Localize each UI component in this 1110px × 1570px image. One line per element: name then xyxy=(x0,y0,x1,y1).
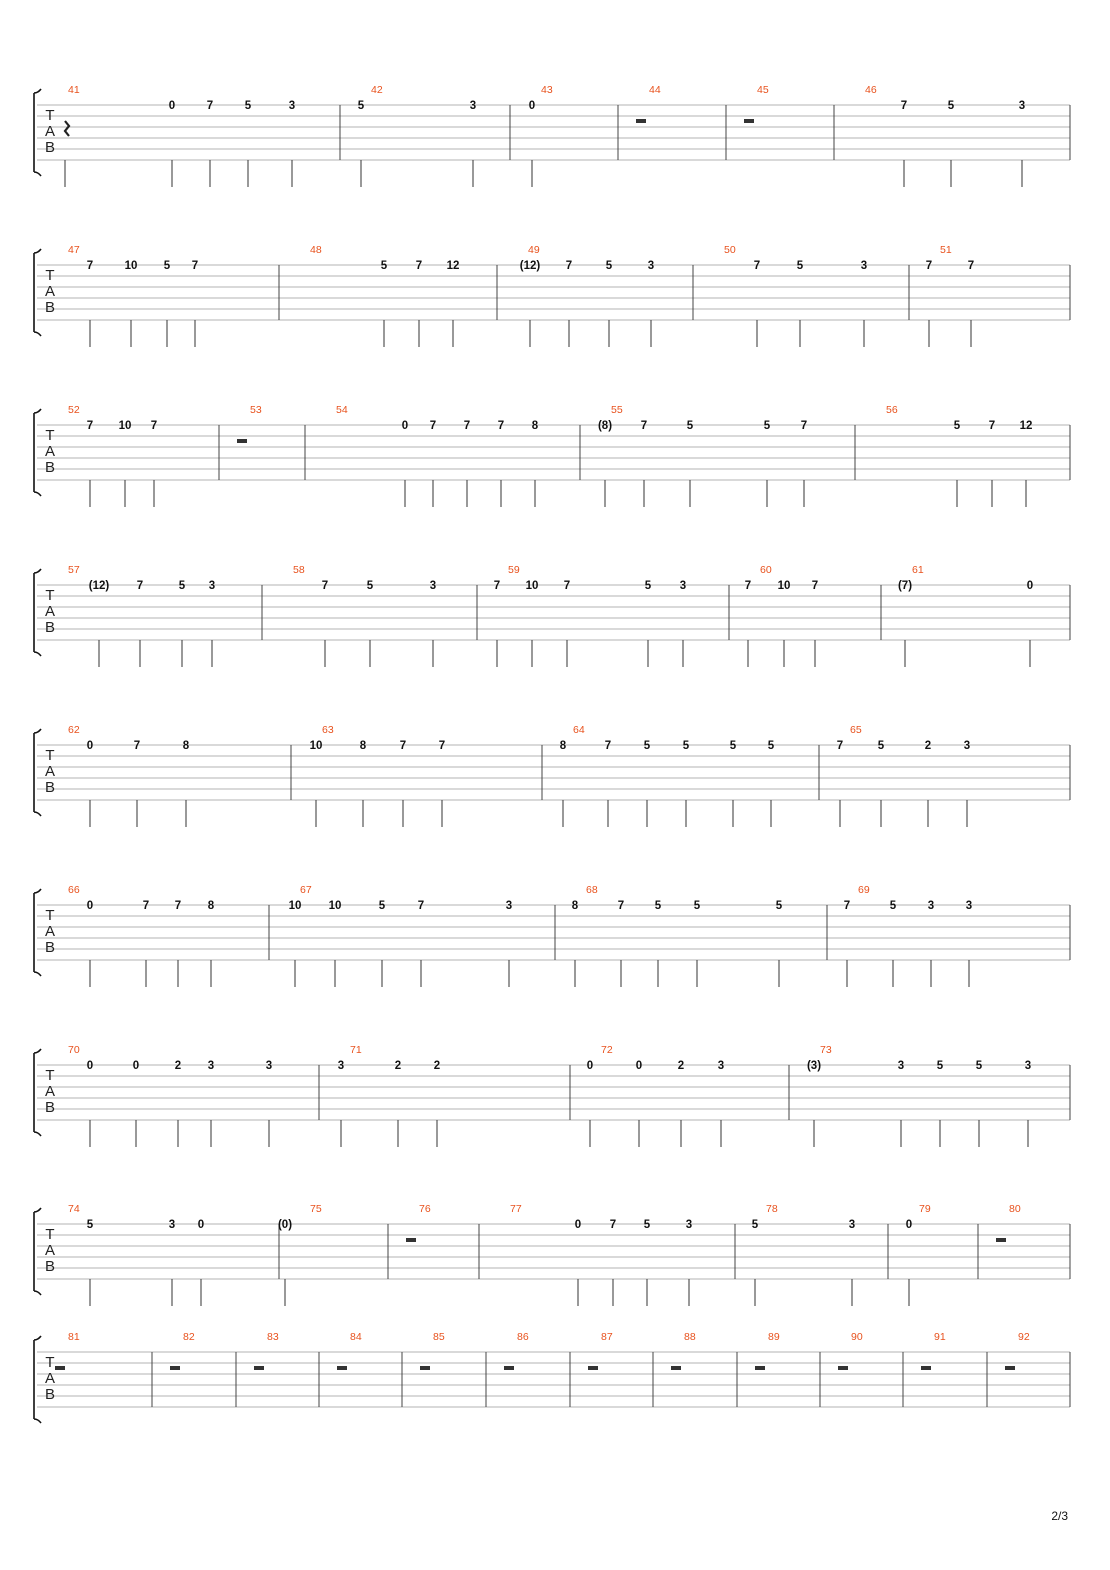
fret-number: 7 xyxy=(967,260,975,272)
measure-number: 66 xyxy=(68,884,80,896)
measure xyxy=(310,724,446,827)
fret-number: 5 xyxy=(775,900,783,912)
measure-number: 50 xyxy=(724,244,736,256)
fret-number: 5 xyxy=(947,100,955,112)
measure-number: 89 xyxy=(768,1331,780,1343)
measure-number: 44 xyxy=(649,84,661,96)
tab-system xyxy=(34,244,1070,347)
fret-number: 7 xyxy=(86,260,94,272)
measure xyxy=(68,1044,272,1147)
tab-system xyxy=(34,884,1070,987)
measure-number: 51 xyxy=(940,244,952,256)
measure-number: 83 xyxy=(267,1331,279,1343)
measure-number: 52 xyxy=(68,404,80,416)
fret-number: 3 xyxy=(208,580,216,592)
whole-rest xyxy=(237,439,247,443)
fret-number: 2 xyxy=(174,1060,182,1072)
whole-rest xyxy=(921,1366,931,1370)
fret-number: 5 xyxy=(178,580,186,592)
measure-number: 72 xyxy=(601,1044,613,1056)
fret-number: 8 xyxy=(207,900,215,912)
measure-number: 43 xyxy=(541,84,553,96)
fret-number: 7 xyxy=(142,900,150,912)
fret-number: 5 xyxy=(693,900,701,912)
fret-number: 3 xyxy=(207,1060,215,1072)
measure-number: 59 xyxy=(508,564,520,576)
fret-number: (3) xyxy=(806,1060,822,1072)
quarter-rest xyxy=(65,121,69,136)
measure xyxy=(671,1331,696,1370)
fret-number: 2 xyxy=(433,1060,441,1072)
tab-clef-letter: T xyxy=(45,587,55,604)
fret-number: 0 xyxy=(401,420,409,432)
fret-number: 5 xyxy=(751,1219,759,1231)
fret-number: 7 xyxy=(493,580,501,592)
measure xyxy=(338,1044,440,1147)
measure xyxy=(837,724,970,827)
fret-number: 7 xyxy=(438,740,446,752)
measure xyxy=(170,1331,195,1370)
fret-number: 7 xyxy=(417,900,425,912)
fret-number: 10 xyxy=(777,580,791,592)
fret-number: 5 xyxy=(936,1060,944,1072)
whole-rest xyxy=(1005,1366,1015,1370)
tab-clef-letter: T xyxy=(45,747,55,764)
whole-rest xyxy=(744,119,754,123)
measure xyxy=(752,1203,855,1306)
fret-number: 7 xyxy=(836,740,844,752)
fret-number: (8) xyxy=(597,420,613,432)
measure-number: 79 xyxy=(919,1203,931,1215)
whole-rest xyxy=(755,1366,765,1370)
measure xyxy=(588,1331,613,1370)
tab-system xyxy=(34,564,1070,667)
fret-number: 2 xyxy=(677,1060,685,1072)
fret-number: 3 xyxy=(505,900,513,912)
tab-system xyxy=(34,724,1070,827)
fret-number: 7 xyxy=(86,420,94,432)
measure xyxy=(724,244,867,347)
tab-clef-letter: T xyxy=(45,907,55,924)
tab-clef-letter: A xyxy=(44,283,56,300)
fret-number: 5 xyxy=(244,100,252,112)
fret-number: 5 xyxy=(975,1060,983,1072)
fret-number: 7 xyxy=(565,260,573,272)
measure-number: 54 xyxy=(336,404,348,416)
fret-number: 5 xyxy=(682,740,690,752)
fret-number: 10 xyxy=(288,900,302,912)
measure xyxy=(278,1203,322,1306)
measure xyxy=(921,1331,946,1370)
measure-number: 45 xyxy=(757,84,769,96)
measure xyxy=(68,244,198,347)
fret-number: 0 xyxy=(132,1060,140,1072)
tab-clef-letter: T xyxy=(45,427,55,444)
measure xyxy=(254,1331,279,1370)
fret-number: 0 xyxy=(574,1219,582,1231)
fret-number: 12 xyxy=(446,260,460,272)
fret-number: 8 xyxy=(559,740,567,752)
measure-number: 49 xyxy=(528,244,540,256)
tab-clef-letter: B xyxy=(44,139,56,156)
fret-number: (7) xyxy=(897,580,913,592)
whole-rest xyxy=(636,119,646,123)
fret-number: 10 xyxy=(118,420,132,432)
fret-number: 12 xyxy=(1019,420,1033,432)
tab-system xyxy=(34,1203,1070,1306)
measure xyxy=(289,884,513,987)
measure-number: 53 xyxy=(250,404,262,416)
measure xyxy=(310,244,459,347)
tab-clef-letter: A xyxy=(44,1242,56,1259)
fret-number: 5 xyxy=(86,1219,94,1231)
fret-number: 7 xyxy=(988,420,996,432)
fret-number: 3 xyxy=(647,260,655,272)
tab-clef-letter: A xyxy=(44,1083,56,1100)
measure xyxy=(886,404,1032,507)
fret-number: 7 xyxy=(604,740,612,752)
measure-number: 47 xyxy=(68,244,80,256)
fret-number: 5 xyxy=(763,420,771,432)
system-bracket xyxy=(34,249,41,336)
whole-rest xyxy=(996,1238,1006,1242)
fret-number: 8 xyxy=(182,740,190,752)
measure-number: 77 xyxy=(510,1203,522,1215)
tab-clef-letter: A xyxy=(44,1370,56,1387)
fret-number: 5 xyxy=(378,900,386,912)
measure xyxy=(55,1331,80,1370)
whole-rest xyxy=(254,1366,264,1370)
fret-number: 3 xyxy=(860,260,868,272)
measure xyxy=(420,1331,445,1370)
measure-number: 55 xyxy=(611,404,623,416)
system-bracket xyxy=(34,1208,41,1295)
system-bracket xyxy=(34,409,41,496)
measure xyxy=(926,244,974,347)
fret-number: 5 xyxy=(643,1219,651,1231)
fret-number: 3 xyxy=(1024,1060,1032,1072)
fret-number: 7 xyxy=(609,1219,617,1231)
fret-number: 3 xyxy=(469,100,477,112)
fret-number: 7 xyxy=(429,420,437,432)
fret-number: 0 xyxy=(528,100,536,112)
tab-clef-letter: T xyxy=(45,107,55,124)
fret-number: 10 xyxy=(525,580,539,592)
fret-number: (12) xyxy=(88,580,110,592)
fret-number: 5 xyxy=(767,740,775,752)
fret-number: 3 xyxy=(288,100,296,112)
measure-number: 73 xyxy=(820,1044,832,1056)
fret-number: 3 xyxy=(927,900,935,912)
whole-rest xyxy=(55,1366,65,1370)
fret-number: 7 xyxy=(800,420,808,432)
measure-number: 80 xyxy=(1009,1203,1021,1215)
measure-number: 48 xyxy=(310,244,322,256)
measure-number: 81 xyxy=(68,1331,80,1343)
fret-number: (12) xyxy=(519,260,541,272)
tab-clef-letter: A xyxy=(44,923,56,940)
measure xyxy=(560,724,775,827)
measure xyxy=(65,84,295,187)
measure-number: 65 xyxy=(850,724,862,736)
tab-clef-letter: A xyxy=(44,443,56,460)
system-bracket xyxy=(34,1336,41,1423)
tab-clef-letter: B xyxy=(44,779,56,796)
system-bracket xyxy=(34,889,41,976)
fret-number: 7 xyxy=(206,100,214,112)
measure-number: 71 xyxy=(350,1044,362,1056)
measure xyxy=(358,84,476,187)
measure xyxy=(744,84,769,123)
fret-number: 7 xyxy=(900,100,908,112)
fret-number: 3 xyxy=(265,1060,273,1072)
measure-number: 58 xyxy=(293,564,305,576)
system-bracket xyxy=(34,569,41,656)
fret-number: 3 xyxy=(679,580,687,592)
tab-system xyxy=(34,84,1070,187)
tab-clef-letter: T xyxy=(45,1067,55,1084)
measure xyxy=(529,84,553,187)
tab-clef-letter: B xyxy=(44,619,56,636)
measure xyxy=(838,1331,863,1370)
tab-system xyxy=(34,1331,1070,1423)
fret-number: 5 xyxy=(889,900,897,912)
fret-number: 5 xyxy=(357,100,365,112)
fret-number: 5 xyxy=(605,260,613,272)
measure xyxy=(587,1044,724,1147)
measure xyxy=(406,1203,431,1242)
fret-number: 5 xyxy=(643,740,651,752)
fret-number: 7 xyxy=(497,420,505,432)
measure-number: 84 xyxy=(350,1331,362,1343)
tab-clef-letter: B xyxy=(44,1386,56,1403)
fret-number: 3 xyxy=(897,1060,905,1072)
tab-clef-letter: A xyxy=(44,603,56,620)
fret-number: 7 xyxy=(415,260,423,272)
measure xyxy=(494,564,686,667)
fret-number: 0 xyxy=(86,1060,94,1072)
measure-number: 56 xyxy=(886,404,898,416)
tab-clef-letter: B xyxy=(44,939,56,956)
fret-number: 0 xyxy=(1026,580,1034,592)
measure xyxy=(337,1331,362,1370)
tab-clef-letter: T xyxy=(45,267,55,284)
whole-rest xyxy=(420,1366,430,1370)
fret-number: 7 xyxy=(640,420,648,432)
measure xyxy=(504,1331,529,1370)
measure-number: 60 xyxy=(760,564,772,576)
fret-number: 7 xyxy=(617,900,625,912)
fret-number: 5 xyxy=(796,260,804,272)
whole-rest xyxy=(170,1366,180,1370)
measure-number: 42 xyxy=(371,84,383,96)
measure-number: 41 xyxy=(68,84,80,96)
fret-number: (0) xyxy=(277,1219,293,1231)
measure xyxy=(807,1044,1031,1147)
measure xyxy=(745,564,818,667)
whole-rest xyxy=(671,1366,681,1370)
whole-rest xyxy=(838,1366,848,1370)
measure xyxy=(68,404,157,507)
system-bracket xyxy=(34,729,41,816)
measure-number: 68 xyxy=(586,884,598,896)
fret-number: 5 xyxy=(729,740,737,752)
fret-number: 7 xyxy=(133,740,141,752)
measure xyxy=(898,564,1033,667)
fret-number: 5 xyxy=(686,420,694,432)
measure xyxy=(293,564,436,667)
whole-rest xyxy=(504,1366,514,1370)
tab-clef-letter: A xyxy=(44,763,56,780)
measure-number: 88 xyxy=(684,1331,696,1343)
measure-number: 64 xyxy=(573,724,585,736)
measure-number: 91 xyxy=(934,1331,946,1343)
fret-number: 2 xyxy=(924,740,932,752)
fret-number: 5 xyxy=(654,900,662,912)
measure-number: 75 xyxy=(310,1203,322,1215)
fret-number: 0 xyxy=(86,900,94,912)
fret-number: 8 xyxy=(359,740,367,752)
measure xyxy=(68,1203,204,1306)
measure-number: 85 xyxy=(433,1331,445,1343)
measure-number: 82 xyxy=(183,1331,195,1343)
measure xyxy=(598,404,807,507)
measure-number: 78 xyxy=(766,1203,778,1215)
fret-number: 3 xyxy=(685,1219,693,1231)
whole-rest xyxy=(406,1238,416,1242)
measure-number: 87 xyxy=(601,1331,613,1343)
fret-number: 7 xyxy=(136,580,144,592)
fret-number: 5 xyxy=(366,580,374,592)
fret-number: 5 xyxy=(953,420,961,432)
measure xyxy=(572,884,783,987)
fret-number: 3 xyxy=(965,900,973,912)
fret-number: 3 xyxy=(848,1219,856,1231)
measure xyxy=(636,84,661,123)
page-number: 2/3 xyxy=(1051,1509,1068,1523)
measure xyxy=(68,564,215,667)
fret-number: 7 xyxy=(811,580,819,592)
measure-number: 76 xyxy=(419,1203,431,1215)
tab-clef-letter: T xyxy=(45,1354,55,1371)
fret-number: 3 xyxy=(337,1060,345,1072)
measure xyxy=(996,1203,1021,1242)
measure-number: 46 xyxy=(865,84,877,96)
fret-number: 7 xyxy=(174,900,182,912)
measure-number: 90 xyxy=(851,1331,863,1343)
fret-number: 10 xyxy=(309,740,323,752)
system-bracket xyxy=(34,89,41,176)
tab-system xyxy=(34,404,1070,507)
fret-number: 8 xyxy=(531,420,539,432)
measure-number: 69 xyxy=(858,884,870,896)
measure-number: 86 xyxy=(517,1331,529,1343)
fret-number: 10 xyxy=(328,900,342,912)
fret-number: 0 xyxy=(635,1060,643,1072)
fret-number: 0 xyxy=(197,1219,205,1231)
fret-number: 5 xyxy=(163,260,171,272)
fret-number: 3 xyxy=(429,580,437,592)
fret-number: 3 xyxy=(1018,100,1026,112)
fret-number: 8 xyxy=(571,900,579,912)
measure xyxy=(68,884,215,987)
measure xyxy=(1005,1331,1030,1370)
fret-number: 0 xyxy=(586,1060,594,1072)
tab-clef-letter: B xyxy=(44,1099,56,1116)
measure-number: 92 xyxy=(1018,1331,1030,1343)
fret-number: 3 xyxy=(168,1219,176,1231)
fret-number: 7 xyxy=(753,260,761,272)
fret-number: 5 xyxy=(644,580,652,592)
fret-number: 0 xyxy=(86,740,94,752)
fret-number: 0 xyxy=(168,100,176,112)
measure-number: 61 xyxy=(912,564,924,576)
whole-rest xyxy=(588,1366,598,1370)
tab-clef-letter: B xyxy=(44,1258,56,1275)
fret-number: 7 xyxy=(563,580,571,592)
measure-number: 74 xyxy=(68,1203,80,1215)
fret-number: 7 xyxy=(191,260,199,272)
measure xyxy=(865,84,1025,187)
tab-clef-letter: A xyxy=(44,123,56,140)
measure-number: 62 xyxy=(68,724,80,736)
fret-number: 5 xyxy=(877,740,885,752)
fret-number: 5 xyxy=(380,260,388,272)
fret-number: 7 xyxy=(843,900,851,912)
fret-number: 7 xyxy=(744,580,752,592)
fret-number: 2 xyxy=(394,1060,402,1072)
measure xyxy=(520,244,654,347)
measure xyxy=(237,404,262,443)
tab-clef-letter: T xyxy=(45,1226,55,1243)
measure xyxy=(68,724,190,827)
fret-number: 7 xyxy=(925,260,933,272)
measure-number: 67 xyxy=(300,884,312,896)
system-bracket xyxy=(34,1049,41,1136)
fret-number: 7 xyxy=(150,420,158,432)
tab-clef-letter: B xyxy=(44,459,56,476)
fret-number: 0 xyxy=(905,1219,913,1231)
fret-number: 7 xyxy=(463,420,471,432)
tab-clef-letter: B xyxy=(44,299,56,316)
measure xyxy=(755,1331,780,1370)
fret-number: 7 xyxy=(399,740,407,752)
fret-number: 3 xyxy=(963,740,971,752)
fret-number: 7 xyxy=(321,580,329,592)
fret-number: 3 xyxy=(717,1060,725,1072)
measure xyxy=(844,884,972,987)
fret-number: 10 xyxy=(124,260,138,272)
measure xyxy=(906,1203,931,1306)
whole-rest xyxy=(337,1366,347,1370)
measure-number: 70 xyxy=(68,1044,80,1056)
measure-number: 63 xyxy=(322,724,334,736)
tab-system xyxy=(34,1044,1070,1147)
measure-number: 57 xyxy=(68,564,80,576)
measure xyxy=(336,404,539,507)
measure xyxy=(510,1203,692,1306)
